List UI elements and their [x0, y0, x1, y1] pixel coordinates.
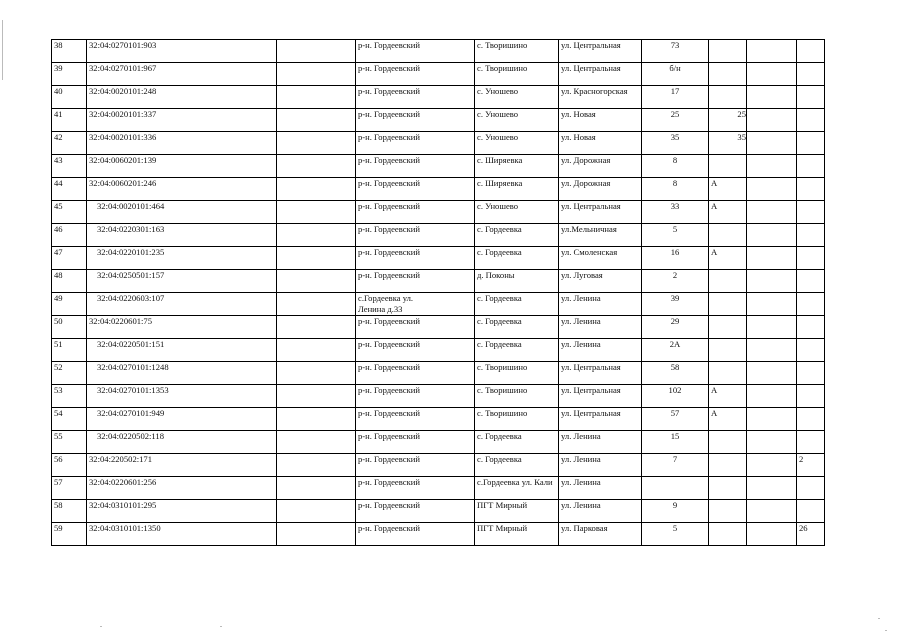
settlement: с. Уношево [475, 201, 559, 224]
building-letter [709, 86, 747, 109]
empty-cell [277, 40, 356, 63]
house-number: 16 [642, 247, 709, 270]
table-row [52, 132, 825, 155]
empty-cell [747, 132, 797, 155]
district: р-н. Гордеевский [356, 500, 475, 523]
building-letter [709, 224, 747, 247]
empty-cell [277, 362, 356, 385]
apartment-number [797, 247, 825, 270]
street: ул. Ленина [559, 316, 642, 339]
table-row [52, 293, 825, 316]
apartment-number [797, 316, 825, 339]
house-number: 58 [642, 362, 709, 385]
building-letter [709, 431, 747, 454]
empty-cell [277, 63, 356, 86]
table-row [52, 224, 825, 247]
settlement: с. Уношево [475, 109, 559, 132]
house-number: 5 [642, 224, 709, 247]
row-number: 55 [52, 431, 87, 454]
settlement: с.Гордеевка ул. Кали [475, 477, 559, 500]
settlement: с. Творишино [475, 63, 559, 86]
table-row [52, 270, 825, 293]
empty-cell [747, 477, 797, 500]
house-number: 5 [642, 523, 709, 546]
apartment-number [797, 86, 825, 109]
cadastral-number: 32:04:0250501:157 [87, 270, 277, 293]
empty-cell [277, 270, 356, 293]
building-letter: А [709, 178, 747, 201]
street: ул. Центральная [559, 63, 642, 86]
scan-speck [878, 618, 880, 619]
empty-cell [747, 339, 797, 362]
empty-cell [277, 293, 356, 316]
table-row [52, 362, 825, 385]
empty-cell [747, 454, 797, 477]
row-number: 48 [52, 270, 87, 293]
row-number: 43 [52, 155, 87, 178]
cadastral-number: 32:04:0060201:139 [87, 155, 277, 178]
apartment-number: 26 [797, 523, 825, 546]
building-letter: А [709, 385, 747, 408]
row-number: 52 [52, 362, 87, 385]
district: р-н. Гордеевский [356, 316, 475, 339]
empty-cell [747, 431, 797, 454]
building-letter [709, 477, 747, 500]
apartment-number [797, 385, 825, 408]
row-number: 51 [52, 339, 87, 362]
table-row [52, 454, 825, 477]
row-number: 42 [52, 132, 87, 155]
street: ул.Мельничная [559, 224, 642, 247]
row-number: 50 [52, 316, 87, 339]
building-letter [709, 40, 747, 63]
district: р-н. Гордеевский [356, 63, 475, 86]
row-number: 57 [52, 477, 87, 500]
table-row [52, 431, 825, 454]
cadastral-number: 32:04:0220601:75 [87, 316, 277, 339]
cadastral-number: 32:04:0270101:949 [87, 408, 277, 431]
apartment-number [797, 178, 825, 201]
street: ул. Ленина [559, 500, 642, 523]
table-row [52, 500, 825, 523]
empty-cell [277, 155, 356, 178]
district: р-н. Гордеевский [356, 132, 475, 155]
cadastral-number: 32:04:0220603:107 [87, 293, 277, 316]
settlement: с. Гордеевка [475, 339, 559, 362]
empty-cell [747, 408, 797, 431]
house-number: 15 [642, 431, 709, 454]
table-row [52, 155, 825, 178]
apartment-number [797, 40, 825, 63]
table-row [52, 477, 825, 500]
settlement: с. Ширяевка [475, 178, 559, 201]
house-number: 7 [642, 454, 709, 477]
district: р-н. Гордеевский [356, 431, 475, 454]
building-letter [709, 293, 747, 316]
apartment-number [797, 132, 825, 155]
district: р-н. Гордеевский [356, 40, 475, 63]
settlement: с. Гордеевка [475, 293, 559, 316]
row-number: 56 [52, 454, 87, 477]
apartment-number [797, 201, 825, 224]
street: ул. Новая [559, 109, 642, 132]
empty-cell [747, 109, 797, 132]
street: ул. Ленина [559, 293, 642, 316]
cadastral-number: 32:04:0220502:118 [87, 431, 277, 454]
empty-cell [277, 132, 356, 155]
row-number: 46 [52, 224, 87, 247]
building-letter [709, 270, 747, 293]
settlement: с. Гордеевка [475, 224, 559, 247]
scan-speck [220, 626, 222, 627]
cadastral-number: 32:04:0020101:337 [87, 109, 277, 132]
district: р-н. Гордеевский [356, 385, 475, 408]
house-number: 25 [642, 109, 709, 132]
apartment-number [797, 408, 825, 431]
table-row [52, 40, 825, 63]
district: р-н. Гордеевский [356, 339, 475, 362]
settlement: д. Поконы [475, 270, 559, 293]
row-number: 45 [52, 201, 87, 224]
building-letter: 25 [709, 109, 747, 132]
settlement: с. Гордеевка [475, 247, 559, 270]
empty-cell [747, 224, 797, 247]
empty-cell [747, 86, 797, 109]
empty-cell [747, 316, 797, 339]
cadastral-number: 32:04:0270101:1248 [87, 362, 277, 385]
table-row [52, 408, 825, 431]
settlement: с. Творишино [475, 40, 559, 63]
cadastral-number: 32:04:0270101:967 [87, 63, 277, 86]
cadastral-number: 32:04:0060201:246 [87, 178, 277, 201]
building-letter: А [709, 408, 747, 431]
cadastral-number: 32:04:0310101:295 [87, 500, 277, 523]
row-number: 53 [52, 385, 87, 408]
apartment-number [797, 339, 825, 362]
building-letter: 35 [709, 132, 747, 155]
district: р-н. Гордеевский [356, 477, 475, 500]
building-letter: А [709, 201, 747, 224]
street: ул. Ленина [559, 477, 642, 500]
scan-speck [885, 630, 887, 631]
table-row [52, 63, 825, 86]
settlement: с. Творишино [475, 408, 559, 431]
district: р-н. Гордеевский [356, 86, 475, 109]
house-number: 29 [642, 316, 709, 339]
empty-cell [277, 178, 356, 201]
table-row [52, 247, 825, 270]
cadastral-number: 32:04:0270101:903 [87, 40, 277, 63]
row-number: 54 [52, 408, 87, 431]
settlement: ПГТ Мирный [475, 523, 559, 546]
street: ул. Новая [559, 132, 642, 155]
building-letter [709, 155, 747, 178]
empty-cell [277, 316, 356, 339]
empty-cell [747, 178, 797, 201]
apartment-number [797, 293, 825, 316]
building-letter [709, 339, 747, 362]
row-number: 47 [52, 247, 87, 270]
house-number: 8 [642, 155, 709, 178]
registry-body [52, 40, 825, 546]
scan-speck [100, 626, 102, 627]
house-number: 17 [642, 86, 709, 109]
street: ул. Центральная [559, 40, 642, 63]
street: ул. Смоленская [559, 247, 642, 270]
cadastral-number: 32:04:0220601:256 [87, 477, 277, 500]
district: р-н. Гордеевский [356, 362, 475, 385]
house-number: б/н [642, 63, 709, 86]
scan-margin-mark [2, 20, 3, 80]
row-number: 58 [52, 500, 87, 523]
settlement: с. Гордеевка [475, 316, 559, 339]
house-number: 102 [642, 385, 709, 408]
street: ул. Центральная [559, 385, 642, 408]
settlement: с. Творишино [475, 385, 559, 408]
empty-cell [277, 523, 356, 546]
apartment-number [797, 63, 825, 86]
apartment-number: 2 [797, 454, 825, 477]
empty-cell [277, 224, 356, 247]
district: р-н. Гордеевский [356, 201, 475, 224]
building-letter [709, 362, 747, 385]
apartment-number [797, 155, 825, 178]
district: с.Гордеевка ул. Ленина д.33 [356, 293, 475, 316]
empty-cell [747, 523, 797, 546]
house-number: 2А [642, 339, 709, 362]
building-letter [709, 523, 747, 546]
district: р-н. Гордеевский [356, 454, 475, 477]
district: р-н. Гордеевский [356, 155, 475, 178]
table-row [52, 86, 825, 109]
empty-cell [277, 500, 356, 523]
empty-cell [747, 362, 797, 385]
building-letter: А [709, 247, 747, 270]
table-row [52, 385, 825, 408]
table-row [52, 523, 825, 546]
empty-cell [277, 385, 356, 408]
settlement: с. Уношево [475, 86, 559, 109]
settlement: с. Ширяевка [475, 155, 559, 178]
apartment-number [797, 109, 825, 132]
cadastral-number: 32:04:0020101:248 [87, 86, 277, 109]
table-row [52, 339, 825, 362]
cadastral-number: 32:04:0220301:163 [87, 224, 277, 247]
cadastral-number: 32:04:0220501:151 [87, 339, 277, 362]
cadastral-number: 32:04:220502:171 [87, 454, 277, 477]
settlement: ПГТ Мирный [475, 500, 559, 523]
empty-cell [277, 454, 356, 477]
row-number: 49 [52, 293, 87, 316]
street: ул. Центральная [559, 201, 642, 224]
row-number: 59 [52, 523, 87, 546]
street: ул. Дорожная [559, 155, 642, 178]
settlement: с. Творишино [475, 362, 559, 385]
table-row [52, 109, 825, 132]
empty-cell [747, 201, 797, 224]
empty-cell [747, 293, 797, 316]
table-row [52, 316, 825, 339]
settlement: с. Гордеевка [475, 431, 559, 454]
street: ул. Ленина [559, 339, 642, 362]
empty-cell [747, 40, 797, 63]
house-number: 2 [642, 270, 709, 293]
cadastral-number: 32:04:0220101:235 [87, 247, 277, 270]
street: ул. Луговая [559, 270, 642, 293]
building-letter [709, 316, 747, 339]
apartment-number [797, 477, 825, 500]
district: р-н. Гордеевский [356, 178, 475, 201]
house-number: 9 [642, 500, 709, 523]
empty-cell [277, 408, 356, 431]
apartment-number [797, 362, 825, 385]
house-number: 73 [642, 40, 709, 63]
district: р-н. Гордеевский [356, 109, 475, 132]
house-number: 33 [642, 201, 709, 224]
apartment-number [797, 224, 825, 247]
house-number [642, 477, 709, 500]
property-registry-table [51, 39, 825, 546]
empty-cell [747, 385, 797, 408]
empty-cell [277, 247, 356, 270]
row-number: 41 [52, 109, 87, 132]
street: ул. Центральная [559, 362, 642, 385]
empty-cell [277, 431, 356, 454]
street: ул. Центральная [559, 408, 642, 431]
row-number: 38 [52, 40, 87, 63]
empty-cell [747, 247, 797, 270]
cadastral-number: 32:04:0020101:336 [87, 132, 277, 155]
empty-cell [277, 86, 356, 109]
cadastral-number: 32:04:0310101:1350 [87, 523, 277, 546]
empty-cell [277, 109, 356, 132]
row-number: 39 [52, 63, 87, 86]
house-number: 35 [642, 132, 709, 155]
row-number: 40 [52, 86, 87, 109]
district: р-н. Гордеевский [356, 247, 475, 270]
table-row [52, 201, 825, 224]
house-number: 39 [642, 293, 709, 316]
street: ул. Ленина [559, 431, 642, 454]
empty-cell [747, 270, 797, 293]
district: р-н. Гордеевский [356, 408, 475, 431]
building-letter [709, 454, 747, 477]
empty-cell [277, 339, 356, 362]
building-letter [709, 500, 747, 523]
cadastral-number: 32:04:0020101:464 [87, 201, 277, 224]
district: р-н. Гордеевский [356, 523, 475, 546]
row-number: 44 [52, 178, 87, 201]
house-number: 57 [642, 408, 709, 431]
district: р-н. Гордеевский [356, 224, 475, 247]
street: ул. Парковая [559, 523, 642, 546]
settlement: с. Уношево [475, 132, 559, 155]
cadastral-number: 32:04:0270101:1353 [87, 385, 277, 408]
street: ул. Красногорская [559, 86, 642, 109]
house-number: 8 [642, 178, 709, 201]
building-letter [709, 63, 747, 86]
empty-cell [747, 500, 797, 523]
street: ул. Дорожная [559, 178, 642, 201]
apartment-number [797, 270, 825, 293]
apartment-number [797, 500, 825, 523]
empty-cell [747, 63, 797, 86]
apartment-number [797, 431, 825, 454]
street: ул. Ленина [559, 454, 642, 477]
settlement: с. Гордеевка [475, 454, 559, 477]
empty-cell [277, 477, 356, 500]
empty-cell [747, 155, 797, 178]
table-row [52, 178, 825, 201]
empty-cell [277, 201, 356, 224]
district: р-н. Гордеевский [356, 270, 475, 293]
